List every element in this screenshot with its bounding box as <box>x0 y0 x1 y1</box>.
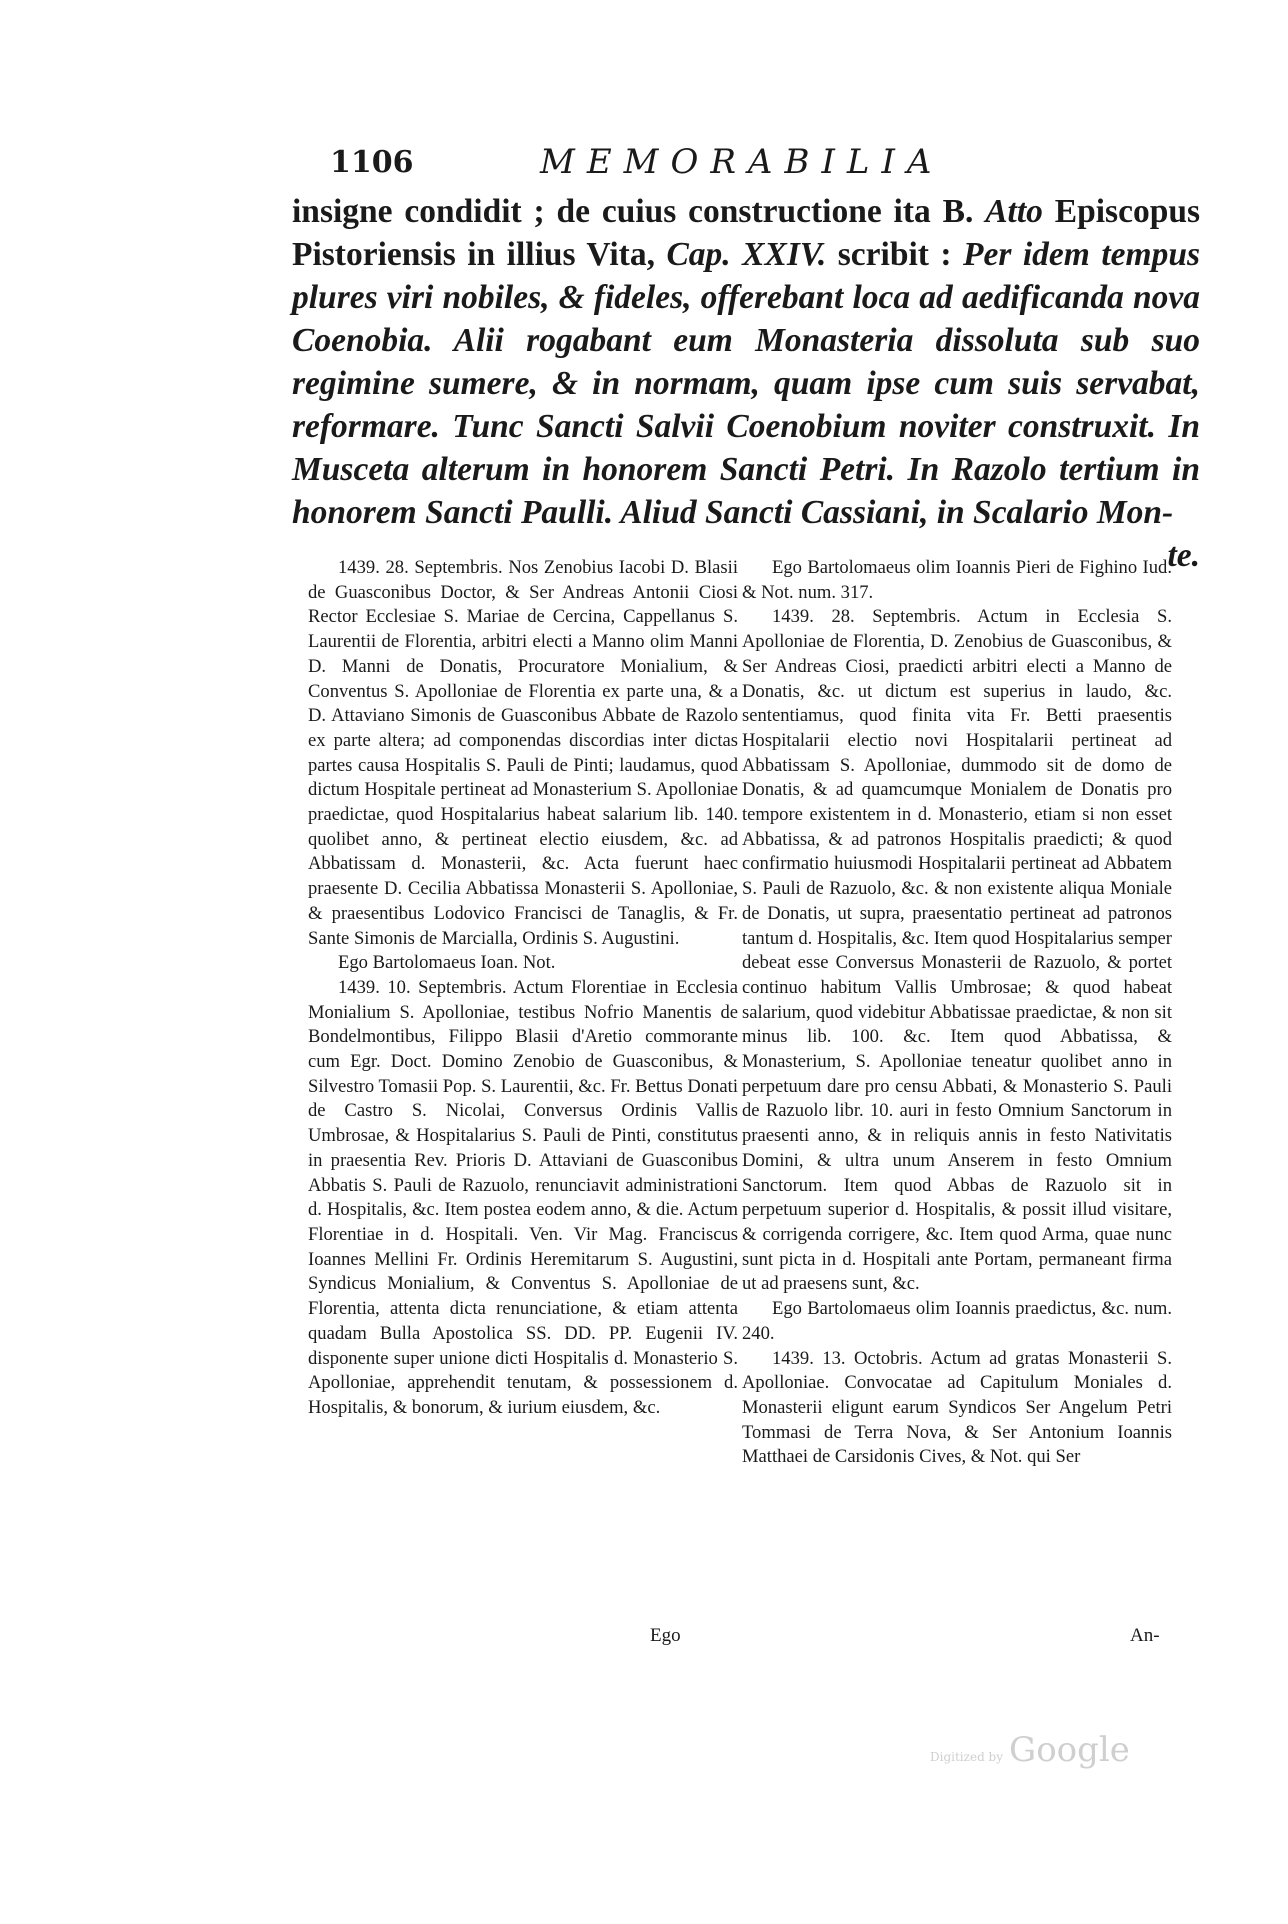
right-signature: Ego Bartolomaeus olim Ioannis praedictus, &c. num. 240. <box>742 1298 1172 1344</box>
left-paragraph: 1439. 28. Septembris. Nos Zenobius Iacobi D. Blasii de Guasconibus Doctor, & Ser Andreas Antonii Ciosi Rector Ecclesiae S. Mariae de Cercina, Cappellanus S. Laurentii de Florentia, arbitri electi a Manno olim Manni D. Manni de Donatis, Procuratore Monialium, & Conventus S. Apolloniae de Florentia ex parte una, & a D. Attaviano Simonis de Guasconibus Abbate de Razolo ex parte altera; ad componendas discordias inter dictas partes causa Hospitalis S. Pauli de Pinti; laudamus, quod dictum Hospitale pertineat ad Monasterium S. Apolloniae praedictae, quod Hospitalarius habeat salarium lib. 140. quolibet anno, & pertineat electio eiusdem, &c. ad Abbatissam d. Monasterii, &c. Acta fuerunt haec praesente D. Cecilia Abbatissa Monasterii S. Apolloniae, & praesentibus Lodovico Francisci de Tanaglis, & Fr. Sante Simonis de Marcialla, Ordinis S. Augustini. <box>308 557 738 949</box>
google-watermark <box>930 1730 1130 1770</box>
running-head: MEMORABILIA <box>540 142 944 182</box>
main-text-italic-cap: Cap. XXIV. <box>666 236 827 273</box>
main-text-roman-2: B. <box>942 193 986 230</box>
main-text-quote: Per idem tempus plures viri nobiles, & fideles, offerebant loca ad aedificanda nova Coenobia. Alii rogabant eum Monasteria dissoluta sub suo regimine sumere, & in normam, quam ipse cum suis servabat, reformare. Tunc Sancti Salvii Coenobium noviter construxit. In Musceta alterum in honorem Sancti Petri. In Razolo tertium in honorem Sancti Paulli. Aliud Sancti Cassiani, in Scalario Mon- <box>292 236 1200 531</box>
main-text-roman-3: Episcopus Pistoriensis in illius Vita, <box>292 193 1200 273</box>
right-paragraph: 1439. 13. Octobris. Actum ad gratas Monasterii S. Apolloniae. Convocatae ad Capitulum Moniales d. Monasterii eligunt earum Syndicos Ser Angelum Petri Tommasi de Terra Nova, & Ser Antonium Ioannis Matthaei de Carsidonis Cives, & Not. qui Ser <box>742 1347 1172 1468</box>
right-column <box>742 556 1172 1470</box>
left-signature: Ego Bartolomaeus Ioan. Not. <box>338 952 556 974</box>
main-text-roman-1: insigne condidit ; de cuius constructione ita <box>292 193 943 230</box>
main-text-italic-name: Atto <box>985 193 1043 230</box>
main-text-block <box>292 190 1200 577</box>
watermark-prefix: Digitized by <box>930 1750 1004 1764</box>
catchword-right: An- <box>1130 1625 1160 1646</box>
catchword-left: Ego <box>650 1625 681 1646</box>
left-column <box>308 556 738 1421</box>
watermark-brand: Google <box>1009 1730 1130 1770</box>
right-signature: Ego Bartolomaeus olim Ioannis Pieri de Fighino Iud. & Not. num. 317. <box>742 557 1172 603</box>
page-number: 1106 <box>330 145 414 180</box>
right-paragraph: 1439. 28. Septembris. Actum in Ecclesia S. Apolloniae de Florentia, D. Zenobius de Guasconibus, & Ser Andreas Ciosi, praedicti arbitri electi a Manno de Donatis, &c. ut dictum est superius in laudo, &c. sententiamus, quod finita vita Fr. Betti praesentis Hospitalarii electio novi Hospitalarii pertineat ad Abbatissam S. Apolloniae, dummodo sit de domo de Donatis, & ad quamcumque Monialem de Donatis pro tempore existentem in d. Monasterio, etiam si non esset Abbatissa, & ad patronos Hospitalis praedicti; & quod confirmatio huiusmodi Hospitalarii pertineat ad Abbatem S. Pauli de Razuolo, &c. & non existente aliqua Moniale de Donatis, ut supra, praesentatio pertineat ad patronos tantum d. Hospitalis, &c. Item quod Hospitalarius semper debeat esse Conversus Monasterii de Razuolo, & portet continuo habitum Vallis Umbrosae; & quod habeat salarium, quod videbitur Abbatissae praedictae, & non sit minus lib. 100. &c. Item quod Abbatissa, & Monasterium, S. Apolloniae teneatur quolibet anno in perpetuum dare pro censu Abbati, & Monasterio S. Pauli de Razuolo libr. 10. auri in festo Omnium Sanctorum in praesenti anno, & in reliquis annis in festo Nativitatis Domini, & ultra unum Anserem in festo Omnium Sanctorum. Item quod Abbas de Razuolo sit in perpetuum superior d. Hospitalis, & possit illud visitare, & corrigenda corrigere, &c. Item quod Arma, quae nunc sunt picta in d. Hospitali ante Portam, permaneant firma ut ad praesens sunt, &c. <box>742 606 1172 1295</box>
left-paragraph: 1439. 10. Septembris. Actum Florentiae in Ecclesia Monialium S. Apolloniae, testibus Nofrio Manentis de Bondelmontibus, Filippo Blasii d'Aretio commorante cum Egr. Doct. Domino Zenobio de Guasconibus, & Silvestro Tomasii Pop. S. Laurentii, &c. Fr. Bettus Donati de Castro S. Nicolai, Conversus Ordinis Vallis Umbrosae, & Hospitalarius S. Pauli de Pinti, constitutus in praesentia Rev. Prioris D. Attaviani de Guasconibus Abbatis S. Pauli de Razuolo, renunciavit administrationi d. Hospitalis, &c. Item postea eodem anno, & die. Actum Florentiae in d. Hospitali. Ven. Vir Mag. Franciscus Ioannes Mellini Fr. Ordinis Heremitarum S. Augustini, Syndicus Monialium, & Conventus S. Apolloniae de Florentia, attenta dicta renunciatione, & etiam attenta quadam Bulla Apostolica SS. DD. PP. Eugenii IV. disponente super unione dicti Hospitalis d. Monasterio S. Apolloniae, apprehendit tenutam, & possessionem d. Hospitalis, & bonorum, & iurium eiusdem, &c. <box>308 976 738 1418</box>
main-text-roman-4: scribit : <box>826 236 964 273</box>
main-text-last: te. <box>1167 537 1200 574</box>
